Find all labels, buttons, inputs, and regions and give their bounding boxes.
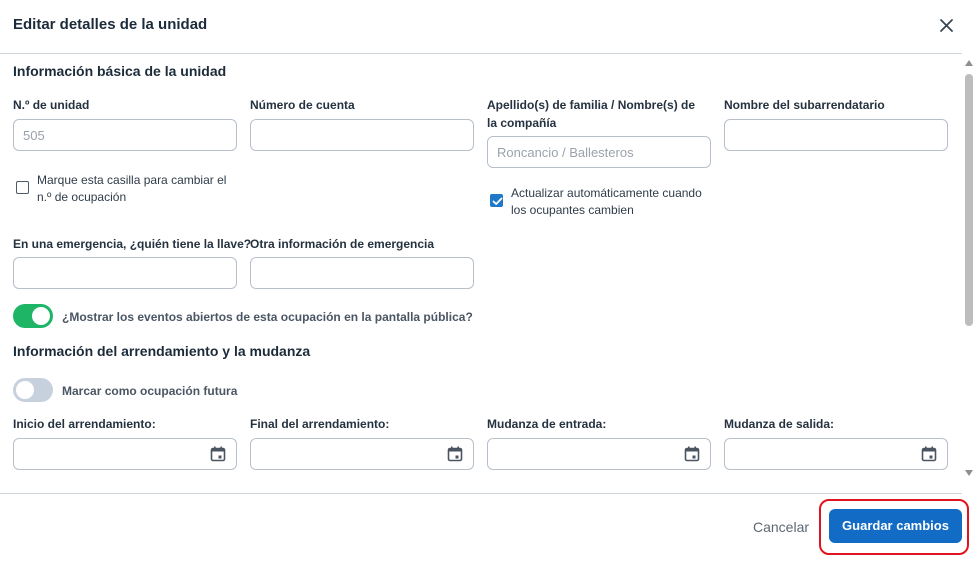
close-icon[interactable] [936, 15, 958, 37]
scroll-down-arrow-icon[interactable] [965, 470, 973, 476]
calendar-icon[interactable] [210, 446, 226, 462]
modal-header [0, 0, 962, 54]
calendar-icon[interactable] [684, 446, 700, 462]
future-occupancy-label: Marcar como ocupación futura [62, 384, 238, 398]
move-in-label: Mudanza de entrada: [487, 417, 607, 431]
lease-start-label: Inicio del arrendamiento: [13, 417, 156, 431]
modal-scrollbar[interactable] [962, 58, 975, 480]
change-occupancy-checkbox[interactable] [16, 181, 29, 194]
cancel-button[interactable]: Cancelar [752, 519, 810, 535]
future-occupancy-toggle[interactable] [13, 378, 53, 402]
move-out-date-input[interactable] [724, 438, 948, 470]
emergency-info-label: Otra información de emergencia [250, 237, 435, 251]
lease-end-label: Final del arrendamiento: [250, 417, 390, 431]
unit-number-label: N.º de unidad [13, 98, 90, 112]
show-events-toggle[interactable] [13, 304, 53, 328]
checkmark-icon [491, 195, 504, 208]
lease-end-date-input[interactable] [250, 438, 474, 470]
key-holder-input[interactable] [13, 257, 237, 289]
modal-footer [0, 493, 962, 578]
move-out-label: Mudanza de salida: [724, 417, 835, 431]
account-number-label: Número de cuenta [250, 98, 355, 112]
family-name-label: Apellido(s) de familia / Nombre(s) de la compañía [487, 98, 696, 130]
scroll-thumb[interactable] [965, 74, 973, 326]
scroll-up-arrow-icon[interactable] [965, 60, 973, 66]
toggle-knob [16, 381, 34, 399]
family-name-input[interactable] [487, 136, 711, 168]
subtenant-input[interactable] [724, 119, 948, 151]
lease-start-date-input[interactable] [13, 438, 237, 470]
auto-update-checkbox[interactable] [490, 194, 503, 207]
save-changes-button[interactable]: Guardar cambios [829, 509, 962, 543]
move-in-date-input[interactable] [487, 438, 711, 470]
subtenant-label: Nombre del subarrendatario [724, 98, 885, 112]
section-title-lease: Información del arrendamiento y la mudanza [13, 343, 311, 359]
calendar-icon[interactable] [921, 446, 937, 462]
unit-number-input[interactable] [13, 119, 237, 151]
auto-update-label: Actualizar automáticamente cuando los ocupantes cambien [511, 186, 702, 217]
account-number-input[interactable] [250, 119, 474, 151]
key-holder-label: En una emergencia, ¿quién tiene la llave? [13, 237, 252, 251]
modal-body [0, 55, 962, 492]
show-events-label: ¿Mostrar los eventos abiertos de esta ocupación en la pantalla pública? [62, 310, 473, 324]
modal-title: Editar detalles de la unidad [13, 16, 208, 33]
section-title-basic: Información básica de la unidad [13, 63, 227, 79]
calendar-icon[interactable] [447, 446, 463, 462]
change-occupancy-label: Marque esta casilla para cambiar el n.º de ocupación [37, 173, 227, 204]
emergency-info-input[interactable] [250, 257, 474, 289]
toggle-knob [32, 307, 50, 325]
